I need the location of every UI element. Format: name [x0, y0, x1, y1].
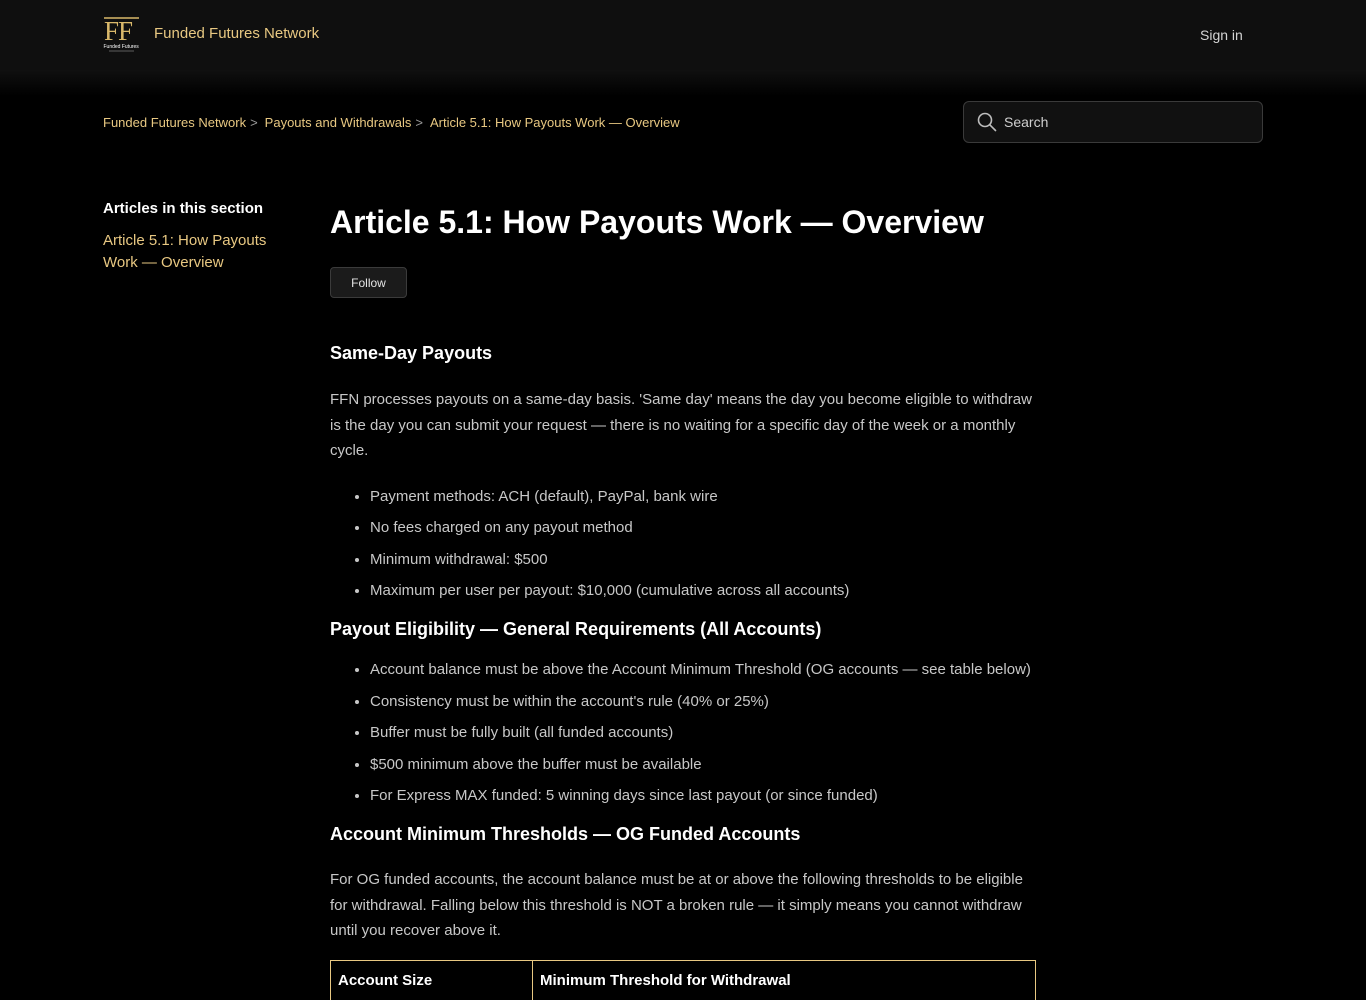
breadcrumb	[103, 115, 680, 130]
list-item: • No fees charged on any payout method	[370, 517, 1036, 538]
sign-in-link[interactable]: Sign in	[1200, 27, 1243, 43]
breadcrumb-item-article[interactable]: Article 5.1: How Payouts Work — Overview	[429, 115, 680, 130]
list-item: • Minimum withdrawal: $500	[370, 549, 1036, 570]
table-header-row	[331, 960, 1036, 1000]
brand-logo-icon[interactable]	[103, 15, 140, 53]
search-icon	[977, 112, 997, 132]
list-item: • Account balance must be above the Account Minimum Threshold (OG accounts — see table below)	[370, 659, 1036, 680]
list-item: • Consistency must be within the account's rule (40% or 25%)	[370, 691, 1036, 712]
header-gradient-band	[0, 70, 1366, 96]
table-header-cell: Account Size	[331, 960, 533, 1000]
breadcrumb-separator: >	[250, 115, 258, 130]
search-box[interactable]	[963, 101, 1263, 143]
svg-text:Funded Futures: Funded Futures	[103, 44, 139, 50]
sidebar-section-title: Articles in this section	[103, 200, 264, 217]
thresholds-table	[330, 960, 1036, 1000]
brand-name-link[interactable]: Funded Futures Network	[154, 25, 320, 42]
follow-button[interactable]: Follow	[330, 267, 407, 298]
list-item: • $500 minimum above the buffer must be available	[370, 754, 1036, 775]
list-item: • Buffer must be fully built (all funded accounts)	[370, 722, 1036, 743]
section-heading: Same-Day Payouts	[330, 343, 493, 363]
sidebar-article-link[interactable]: Article 5.1: How Payouts Work — Overview	[103, 232, 267, 271]
breadcrumb-item-home[interactable]: Funded Futures Network	[103, 115, 247, 130]
section-heading: Payout Eligibility — General Requirements (All Accounts)	[330, 619, 822, 639]
section-paragraph: For OG funded accounts, the account balance must be at or above the following thresholds to be eligible for withdrawal. Falling below this threshold is NOT a broken rule — it simply means you cannot withdraw until you recover above it.	[330, 871, 1023, 939]
search-input[interactable]	[1004, 110, 1254, 134]
bullet-list	[370, 659, 1036, 806]
breadcrumb-item-section[interactable]: Payouts and Withdrawals	[264, 115, 412, 130]
section-paragraph: FFN processes payouts on a same-day basis. 'Same day' means the day you become eligible to withdraw is the day you can submit your request — there is no waiting for a specific day of the week or a monthly cycle.	[330, 391, 1032, 459]
list-item: • Payment methods: ACH (default), PayPal, bank wire	[370, 486, 1036, 507]
table-header-cell: Minimum Threshold for Withdrawal	[533, 960, 1036, 1000]
svg-text:F: F	[118, 16, 134, 46]
bullet-list	[370, 486, 1036, 602]
list-item: • Maximum per user per payout: $10,000 (cumulative across all accounts)	[370, 580, 1036, 601]
section-heading: Account Minimum Thresholds — OG Funded Accounts	[330, 824, 801, 844]
svg-text:F: F	[104, 16, 120, 46]
breadcrumb-separator: >	[415, 115, 423, 130]
list-item: • For Express MAX funded: 5 winning days since last payout (or since funded)	[370, 785, 1036, 806]
article-title: Article 5.1: How Payouts Work — Overview	[330, 204, 984, 240]
article-body	[330, 200, 1036, 1000]
